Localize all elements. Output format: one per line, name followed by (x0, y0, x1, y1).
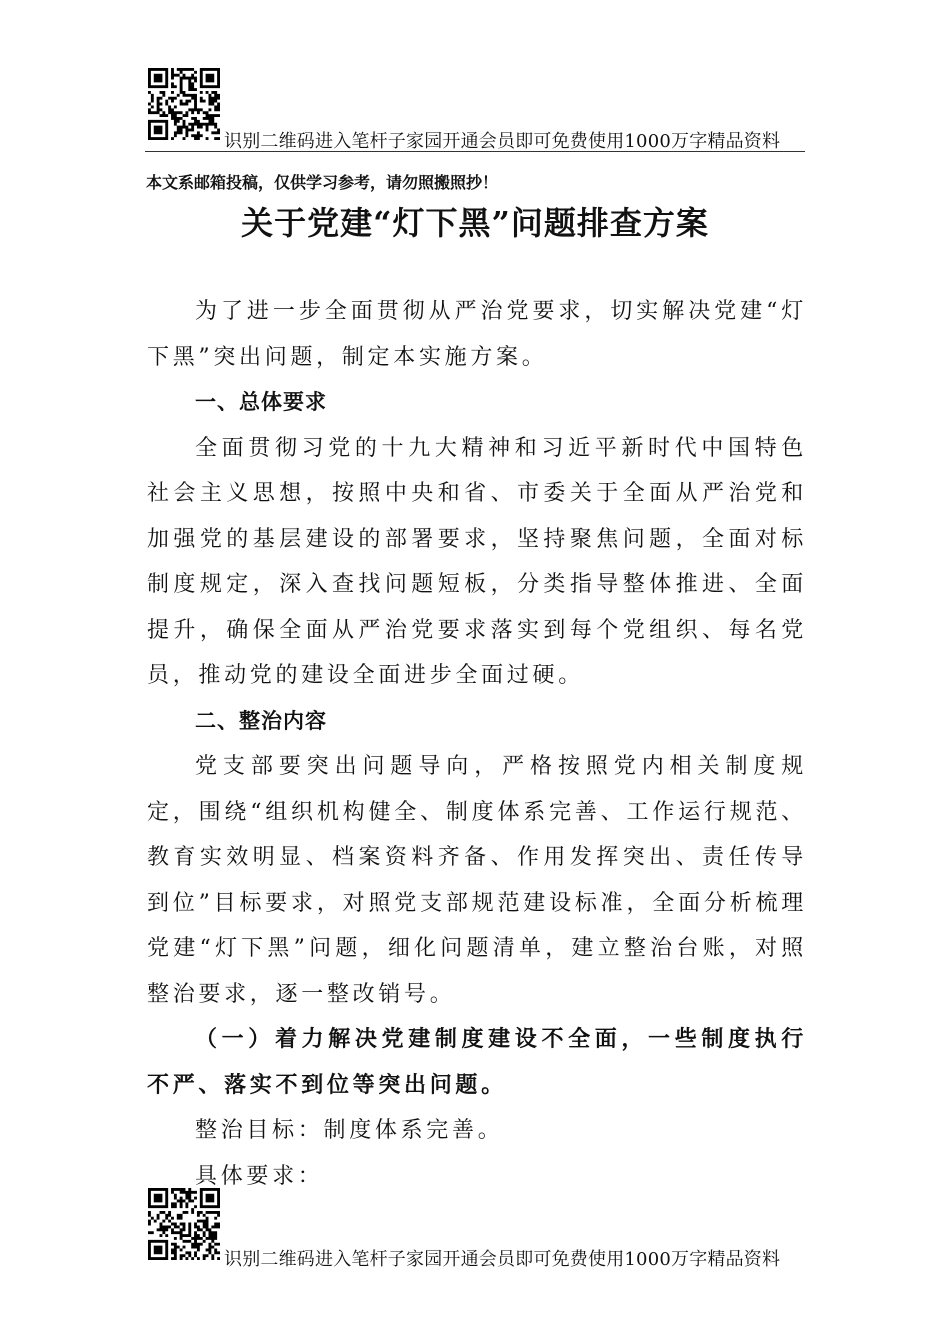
footer-banner: 识别二维码进入笔杆子家园开通会员即可免费使用1000万字精品资料 (224, 1249, 781, 1270)
header-divider (145, 151, 805, 152)
goal-line: 整治目标：制度体系完善。 (195, 1118, 504, 1143)
page-title: 关于党建“灯下黑”问题排查方案 (241, 204, 709, 242)
intro-paragraph: 为了进一步全面贯彻从严治党要求，切实解决党建“灯下黑”突出问题，制定本实施方案。 (147, 299, 807, 370)
qr-code-icon[interactable] (148, 68, 220, 140)
general-requirements-paragraph: 全面贯彻习党的十九大精神和习近平新时代中国特色社会主义思想，按照中央和省、市委关于全面从严治党和加强党的基层建设的部署要求，坚持聚焦问题，全面对标制度规定，深入查找问题短板，分类指导整体推进、全面提升，确保全面从严治党要求落实到每个党组织、每名党员，推动党的建设全面进步全面过硬。 (147, 435, 807, 688)
item-one-heading: （一）着力解决党建制度建设不全面，一些制度执行不严、落实不到位等突出问题。 (147, 1026, 807, 1098)
section-heading-rectification: 二、整治内容 (195, 708, 327, 733)
qr-code-icon[interactable] (148, 1188, 220, 1260)
rectification-paragraph: 党支部要突出问题导向，严格按照党内相关制度规定，围绕“组织机构健全、制度体系完善、工作运行规范、教育实效明显、档案资料齐备、作用发挥突出、责任传导到位”目标要求，对照党支部规范建设标准，全面分析梳理党建“灯下黑”问题，细化问题清单，建立整治台账，对照整治要求，逐一整改销号。 (147, 754, 807, 1007)
requirements-line: 具体要求： (195, 1163, 324, 1189)
header-banner: 识别二维码进入笔杆子家园开通会员即可免费使用1000万字精品资料 (224, 131, 781, 152)
submission-notice: 本文系邮箱投稿，仅供学习参考，请勿照搬照抄！ (146, 173, 499, 192)
section-heading-general: 一、总体要求 (195, 390, 327, 414)
document-body (147, 289, 807, 1199)
